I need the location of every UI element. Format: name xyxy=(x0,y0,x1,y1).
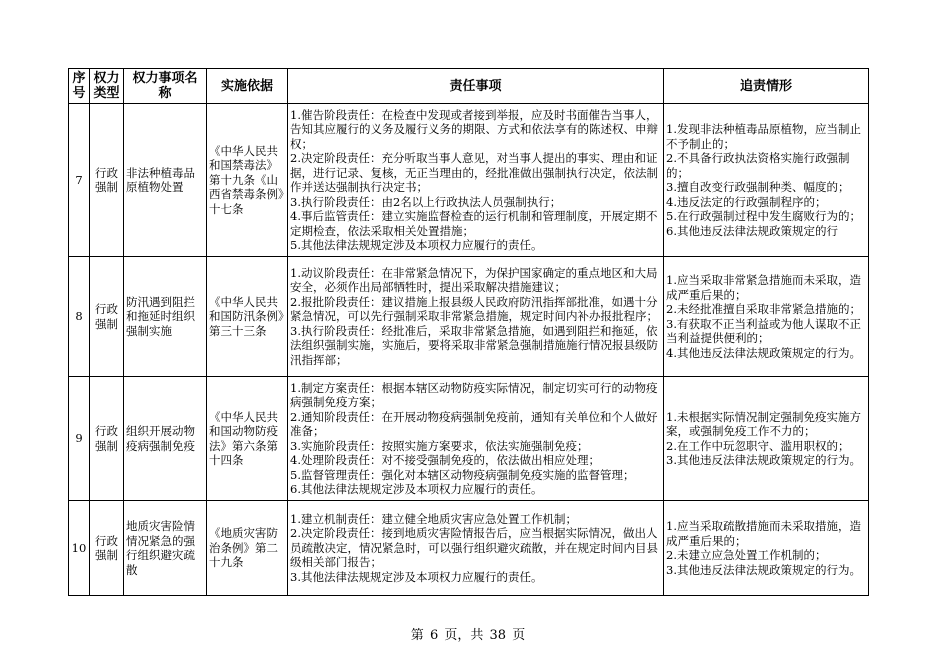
row-basis: 《中华人民共和国动物防疫法》第六条第十四条 xyxy=(207,377,288,501)
header-seq: 序号 xyxy=(69,69,90,104)
row-basis: 《地质灾害防治条例》第二十九条 xyxy=(207,501,288,596)
row-accountability xyxy=(664,104,869,257)
accountability-line: 1.未根据实际情况制定强制免疫实施方案，或强制免疫工作不力的； xyxy=(666,409,861,438)
accountability-line: 4.其他违反法律法规政策规定的行为。 xyxy=(666,345,861,360)
row-type: 行政强制 xyxy=(90,104,124,257)
duty-line: 1.制定方案责任：根据本辖区动物防疫实际情况，制定切实可行的动物疫病强制免疫方案； xyxy=(290,380,658,409)
row-type: 行政强制 xyxy=(90,257,124,377)
footer-mid: 页，共 xyxy=(444,628,484,643)
accountability-line: 1.应当采取非常紧急措施而未采取，造成严重后果的； xyxy=(666,273,861,302)
table-row xyxy=(69,501,869,596)
accountability-line: 1.应当采取疏散措施而未采取措施，造成严重后果的； xyxy=(666,519,861,548)
duty-line: 4.处理阶段责任：对不接受强制免疫的，依法做出相应处理； xyxy=(290,453,600,467)
row-seq: 10 xyxy=(69,501,90,596)
row-name: 组织开展动物疫病强制免疫 xyxy=(124,377,207,501)
header-accountability: 追责情形 xyxy=(664,69,869,104)
header-type: 权力类型 xyxy=(90,69,124,104)
duty-line: 4.事后监管责任：建立实施监督检查的运行机制和管理制度，开展定期不定期检查，依法采取相关处置措施； xyxy=(290,209,658,238)
accountability-line: 3.有获取不正当利益或为他人谋取不正当利益提供便利的； xyxy=(666,316,861,345)
header-name: 权力事项名 称 xyxy=(124,69,207,104)
row-basis: 《中华人民共和国防汛条例》第三十三条 xyxy=(207,257,288,377)
row-accountability xyxy=(664,501,869,596)
row-duties xyxy=(288,501,664,596)
accountability-line: 2.不具备行政执法资格实施行政强制的； xyxy=(666,151,850,180)
row-seq: 8 xyxy=(69,257,90,377)
duty-line: 3.其他法律法规规定涉及本项权力应履行的责任。 xyxy=(290,569,543,584)
current-page-number: 6 xyxy=(429,628,439,643)
duty-line: 1.建立机制责任：建立健全地质灾害应急处置工作机制； xyxy=(290,511,577,526)
row-name: 防汛遇到阻拦和拖延时组织强制实施 xyxy=(124,257,207,377)
accountability-line: 2.未经批准擅自采取非常紧急措施的； xyxy=(666,302,861,316)
accountability-line: 3.擅自改变行政强制种类、幅度的； xyxy=(666,180,850,194)
accountability-line: 4.违反法定的行政强制程序的； xyxy=(666,194,827,209)
row-basis: 《中华人民共和国禁毒法》第十九条《山西省禁毒条例》十七条 xyxy=(207,104,288,257)
accountability-line: 6.其他违反法律法规政策规定的行 xyxy=(666,223,838,238)
table-header-row xyxy=(69,69,869,104)
accountability-line: 1.发现非法种植毒品原植物，应当制止不予制止的； xyxy=(666,122,861,151)
duty-line: 5.其他法律法规规定涉及本项权力应履行的责任。 xyxy=(290,238,543,252)
duty-line: 1.催告阶段责任：在检查中发现或者接到举报，应及时书面催告当事人，告知其应履行的义务及履行义务的期限、方式和依法享有的陈述权、申辩权； xyxy=(290,107,658,151)
footer-suffix: 页 xyxy=(512,628,526,643)
header-basis: 实施依据 xyxy=(207,69,288,104)
duty-line: 3.执行阶段责任：经批准后，采取非常紧急措施，如遇到阻拦和拖延，依法组织强制实施，实施后，要将采取非常紧急强制措施施行情况报县级防汛指挥部； xyxy=(290,323,658,367)
duty-line: 3.实施阶段责任：按照实施方案要求，依法实施强制免疫； xyxy=(290,438,589,453)
accountability-line: 3.其他违反法律法规政策规定的行为。 xyxy=(666,453,861,467)
footer-prefix: 第 xyxy=(410,628,424,643)
duty-line: 2.报批阶段责任：建议措施上报县级人民政府防汛指挥部批准，如遇十分紧急情况，可以先行强制采取非常紧急措施，规定时间内补办报批程序； xyxy=(290,294,658,324)
row-duties xyxy=(288,377,664,501)
duty-line: 2.决定阶段责任：充分听取当事人意见，对当事人提出的事实、理由和证据，进行记录、复核，无正当理由的，经批准做出强制执行决定，依法制作并送达强制执行决定书； xyxy=(290,151,658,194)
row-type: 行政强制 xyxy=(90,377,124,501)
row-accountability xyxy=(664,257,869,377)
row-name: 非法种植毒品原植物处置 xyxy=(124,104,207,257)
row-seq: 9 xyxy=(69,377,90,501)
total-page-count: 38 xyxy=(489,628,507,643)
table-row xyxy=(69,257,869,377)
row-name: 地质灾害险情情况紧急的强行组织避灾疏散 xyxy=(124,501,207,596)
table-row xyxy=(69,104,869,257)
row-type: 行政强制 xyxy=(90,501,124,596)
page-footer xyxy=(0,624,936,643)
accountability-line: 2.未建立应急处置工作机制的； xyxy=(666,548,827,562)
table-row xyxy=(69,377,869,501)
duty-line: 2.通知阶段责任：在开展动物疫病强制免疫前，通知有关单位和个人做好准备； xyxy=(290,409,658,438)
row-duties xyxy=(288,257,664,377)
accountability-line: 5.在行政强制过程中发生腐败行为的； xyxy=(666,209,861,223)
accountability-line: 2.在工作中玩忽职守、滥用职权的； xyxy=(666,438,850,453)
duty-line: 6.其他法律法规规定涉及本项权力应履行的责任。 xyxy=(290,482,543,496)
row-seq: 7 xyxy=(69,104,90,257)
duty-line: 2.决定阶段责任：接到地质灾害险情报告后，应当根据实际情况，做出人员疏散决定，情况紧急时，可以强行组织避灾疏散，并在规定时间内目县级相关部门报告； xyxy=(290,526,658,570)
header-duty: 责任事项 xyxy=(288,69,664,104)
duty-line: 5.监督管理责任：强化对本辖区动物疫病强制免疫实施的监督管理； xyxy=(290,467,635,482)
duty-line: 3.执行阶段责任：由2名以上行政执法人员强制执行； xyxy=(290,194,562,209)
accountability-line: 3.其他违反法律法规政策规定的行为。 xyxy=(666,562,861,577)
authority-table xyxy=(68,68,869,596)
duty-line: 1.动议阶段责任：在非常紧急情况下，为保护国家确定的重点地区和大局安全，必须作出局部牺牲时，提出采取解决措施建议； xyxy=(290,265,658,295)
row-duties xyxy=(288,104,664,257)
row-accountability xyxy=(664,377,869,501)
